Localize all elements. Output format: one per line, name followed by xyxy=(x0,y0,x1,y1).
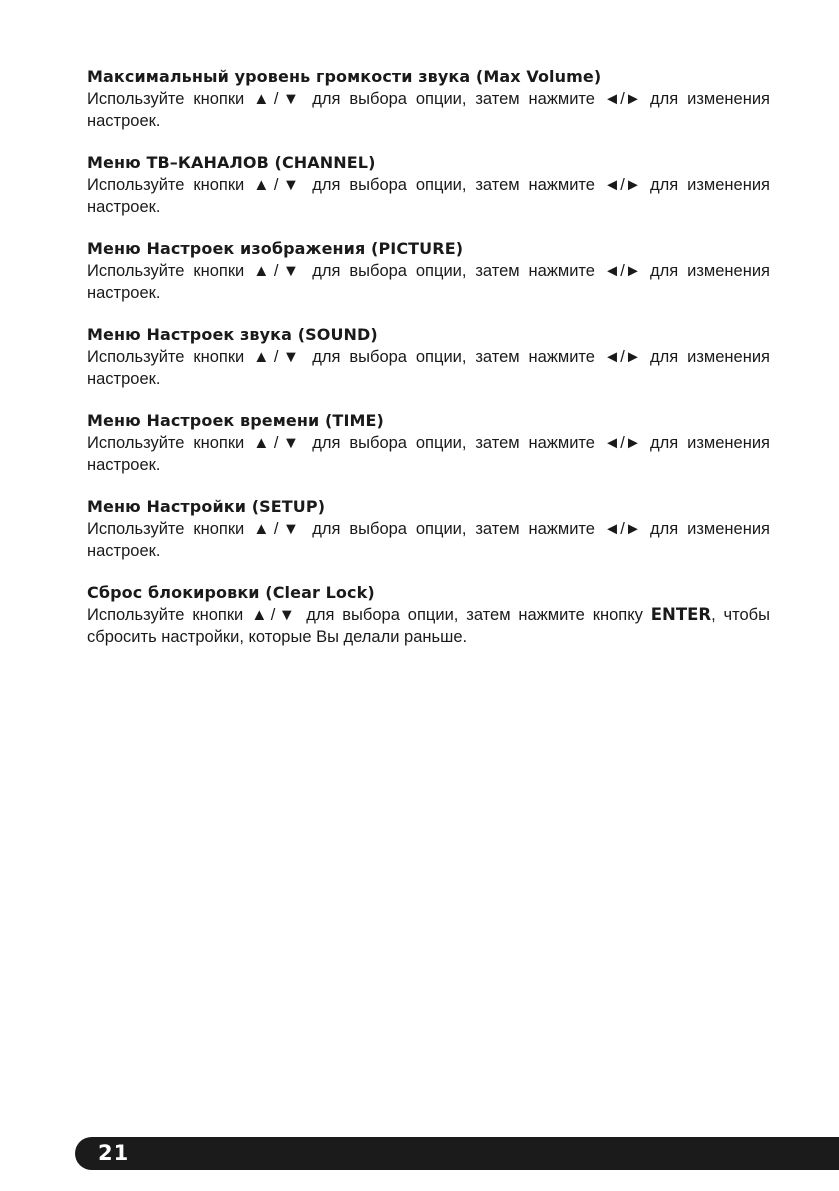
section-text: Используйте кнопки ▲/▼ для выбора опции, затем нажмите ◄/► для изменения настроек. xyxy=(87,176,770,216)
section-heading: Меню Настроек изображения (PICTURE) xyxy=(87,239,464,258)
section-max-volume xyxy=(87,66,770,132)
section-setup xyxy=(87,496,770,562)
section-text: Используйте кнопки ▲/▼ для выбора опции, затем нажмите ◄/► для изменения настроек. xyxy=(87,90,770,130)
section-heading: Меню ТВ–КАНАЛОВ (CHANNEL) xyxy=(87,153,376,172)
section-heading: Сброс блокировки (Clear Lock) xyxy=(87,583,375,602)
section-text xyxy=(87,604,770,648)
section-heading: Максимальный уровень громкости звука (Max Volume) xyxy=(87,67,602,86)
section-time xyxy=(87,410,770,476)
page-number: 21 xyxy=(98,1141,130,1165)
manual-page xyxy=(87,66,770,668)
section-text-after: , чтобы сбросить настройки, которые Вы делали раньше. xyxy=(87,606,770,646)
section-text: Используйте кнопки ▲/▼ для выбора опции, затем нажмите ◄/► для изменения настроек. xyxy=(87,520,770,560)
enter-key-label: ENTER xyxy=(650,605,712,624)
footer-bar xyxy=(75,1137,839,1170)
section-text: Используйте кнопки ▲/▼ для выбора опции, затем нажмите ◄/► для изменения настроек. xyxy=(87,434,770,474)
section-picture xyxy=(87,238,770,304)
section-sound xyxy=(87,324,770,390)
section-heading: Меню Настройки (SETUP) xyxy=(87,497,326,516)
section-text: Используйте кнопки ▲/▼ для выбора опции, затем нажмите ◄/► для изменения настроек. xyxy=(87,348,770,388)
section-text: Используйте кнопки ▲/▼ для выбора опции, затем нажмите ◄/► для изменения настроек. xyxy=(87,262,770,302)
section-text-before: Используйте кнопки ▲/▼ для выбора опции, затем нажмите кнопку xyxy=(87,606,651,624)
section-channel xyxy=(87,152,770,218)
section-heading: Меню Настроек звука (SOUND) xyxy=(87,325,378,344)
section-heading: Меню Настроек времени (TIME) xyxy=(87,411,384,430)
section-clear-lock xyxy=(87,582,770,648)
